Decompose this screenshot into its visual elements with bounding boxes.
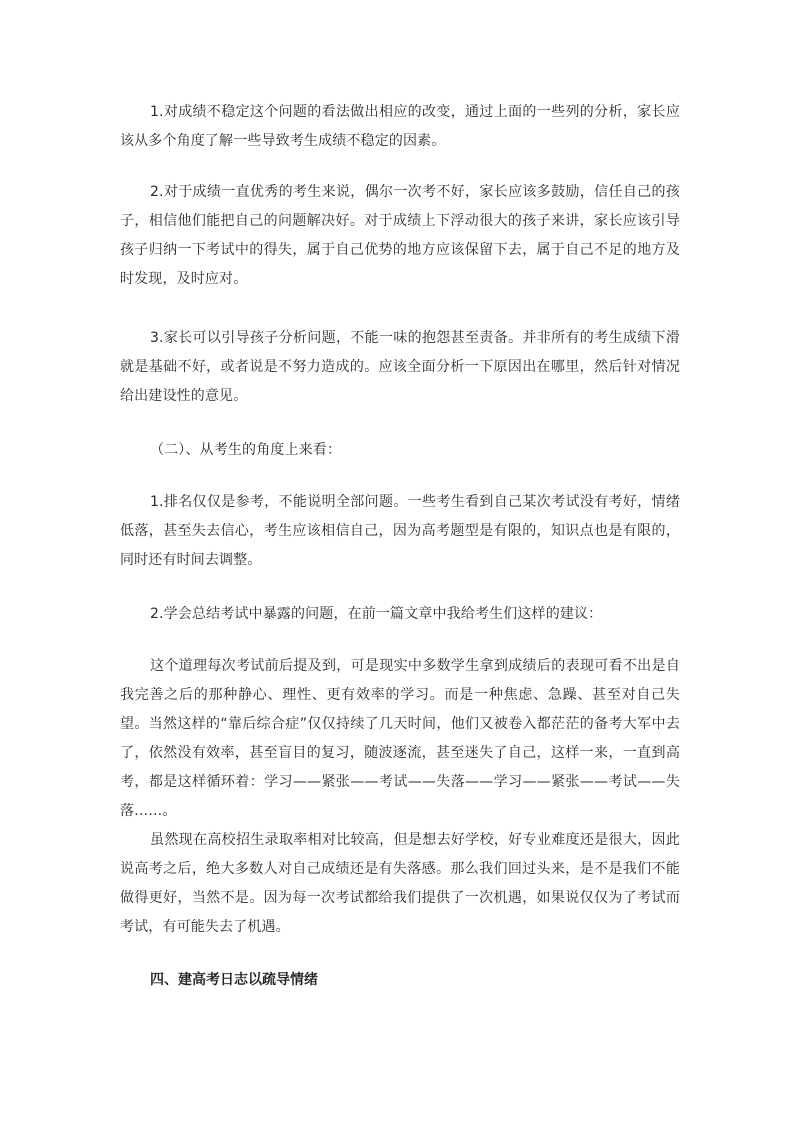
paragraph-parent-3: 3.家长可以引导孩子分析问题，不能一味的抱怨甚至责备。并非所有的考生成绩下滑就是基础不好，或者说是不努力造成的。应该全面分析一下原因出在哪里，然后针对情况给出建设性的意见。 (120, 330, 680, 404)
section-subheading-student: （二）、从考生的角度上来看： (150, 442, 342, 458)
paragraph-student-1: 1.排名仅仅是参考，不能说明全部问题。一些考生看到自己某次考试没有考好，情绪低落，甚至失去信心，考生应该相信自己，因为高考题型是有限的，知识点也是有限的，同时还有时间去调整。 (120, 494, 680, 568)
paragraph-parent-1: 1.对成绩不稳定这个问题的看法做出相应的改变，通过上面的一些列的分析，家长应该从多个角度了解一些导致考生成绩不稳定的因素。 (120, 104, 680, 149)
paragraph-opportunity: 虽然现在高校招生录取率相对比较高，但是想去好学校，好专业难度还是很大，因此说高考之后，绝大多数人对自己成绩还是有失落感。那么我们回过头来，是不是我们不能做得更好，当然不是。因为每一次考试都给我们提供了一次机遇，如果说仅仅为了考试而考试，有可能失去了机遇。 (120, 832, 680, 935)
section-heading-four: 四、建高考日志以疏导情绪 (150, 972, 318, 988)
paragraph-parent-2: 2.对于成绩一直优秀的考生来说，偶尔一次考不好，家长应该多鼓励，信任自己的孩子，相信他们能把自己的问题解决好。对于成绩上下浮动很大的孩子来讲，家长应该引导孩子归纳一下考试中的得失，属于自己优势的地方应该保留下去，属于自己不足的地方及时发现，及时应对。 (120, 184, 680, 287)
paragraph-cycle: 这个道理每次考试前后提及到，可是现实中多数学生拿到成绩后的表现可看不出是自我完善之后的那种静心、理性、更有效率的学习。而是一种焦虑、急躁、甚至对自己失望。当然这样的“靠后综合症”仅仅持续了几天时间，他们又被卷入都茫茫的备考大军中去了，依然没有效率，甚至盲目的复习，随波逐流，甚至迷失了自己，这样一来，一直到高考，都是这样循环着：学习——紧张——考试——失落——学习——紧张——考试——失落……。 (120, 658, 680, 819)
paragraph-student-2: 2.学会总结考试中暴露的问题，在前一篇文章中我给考生们这样的建议： (150, 606, 603, 622)
